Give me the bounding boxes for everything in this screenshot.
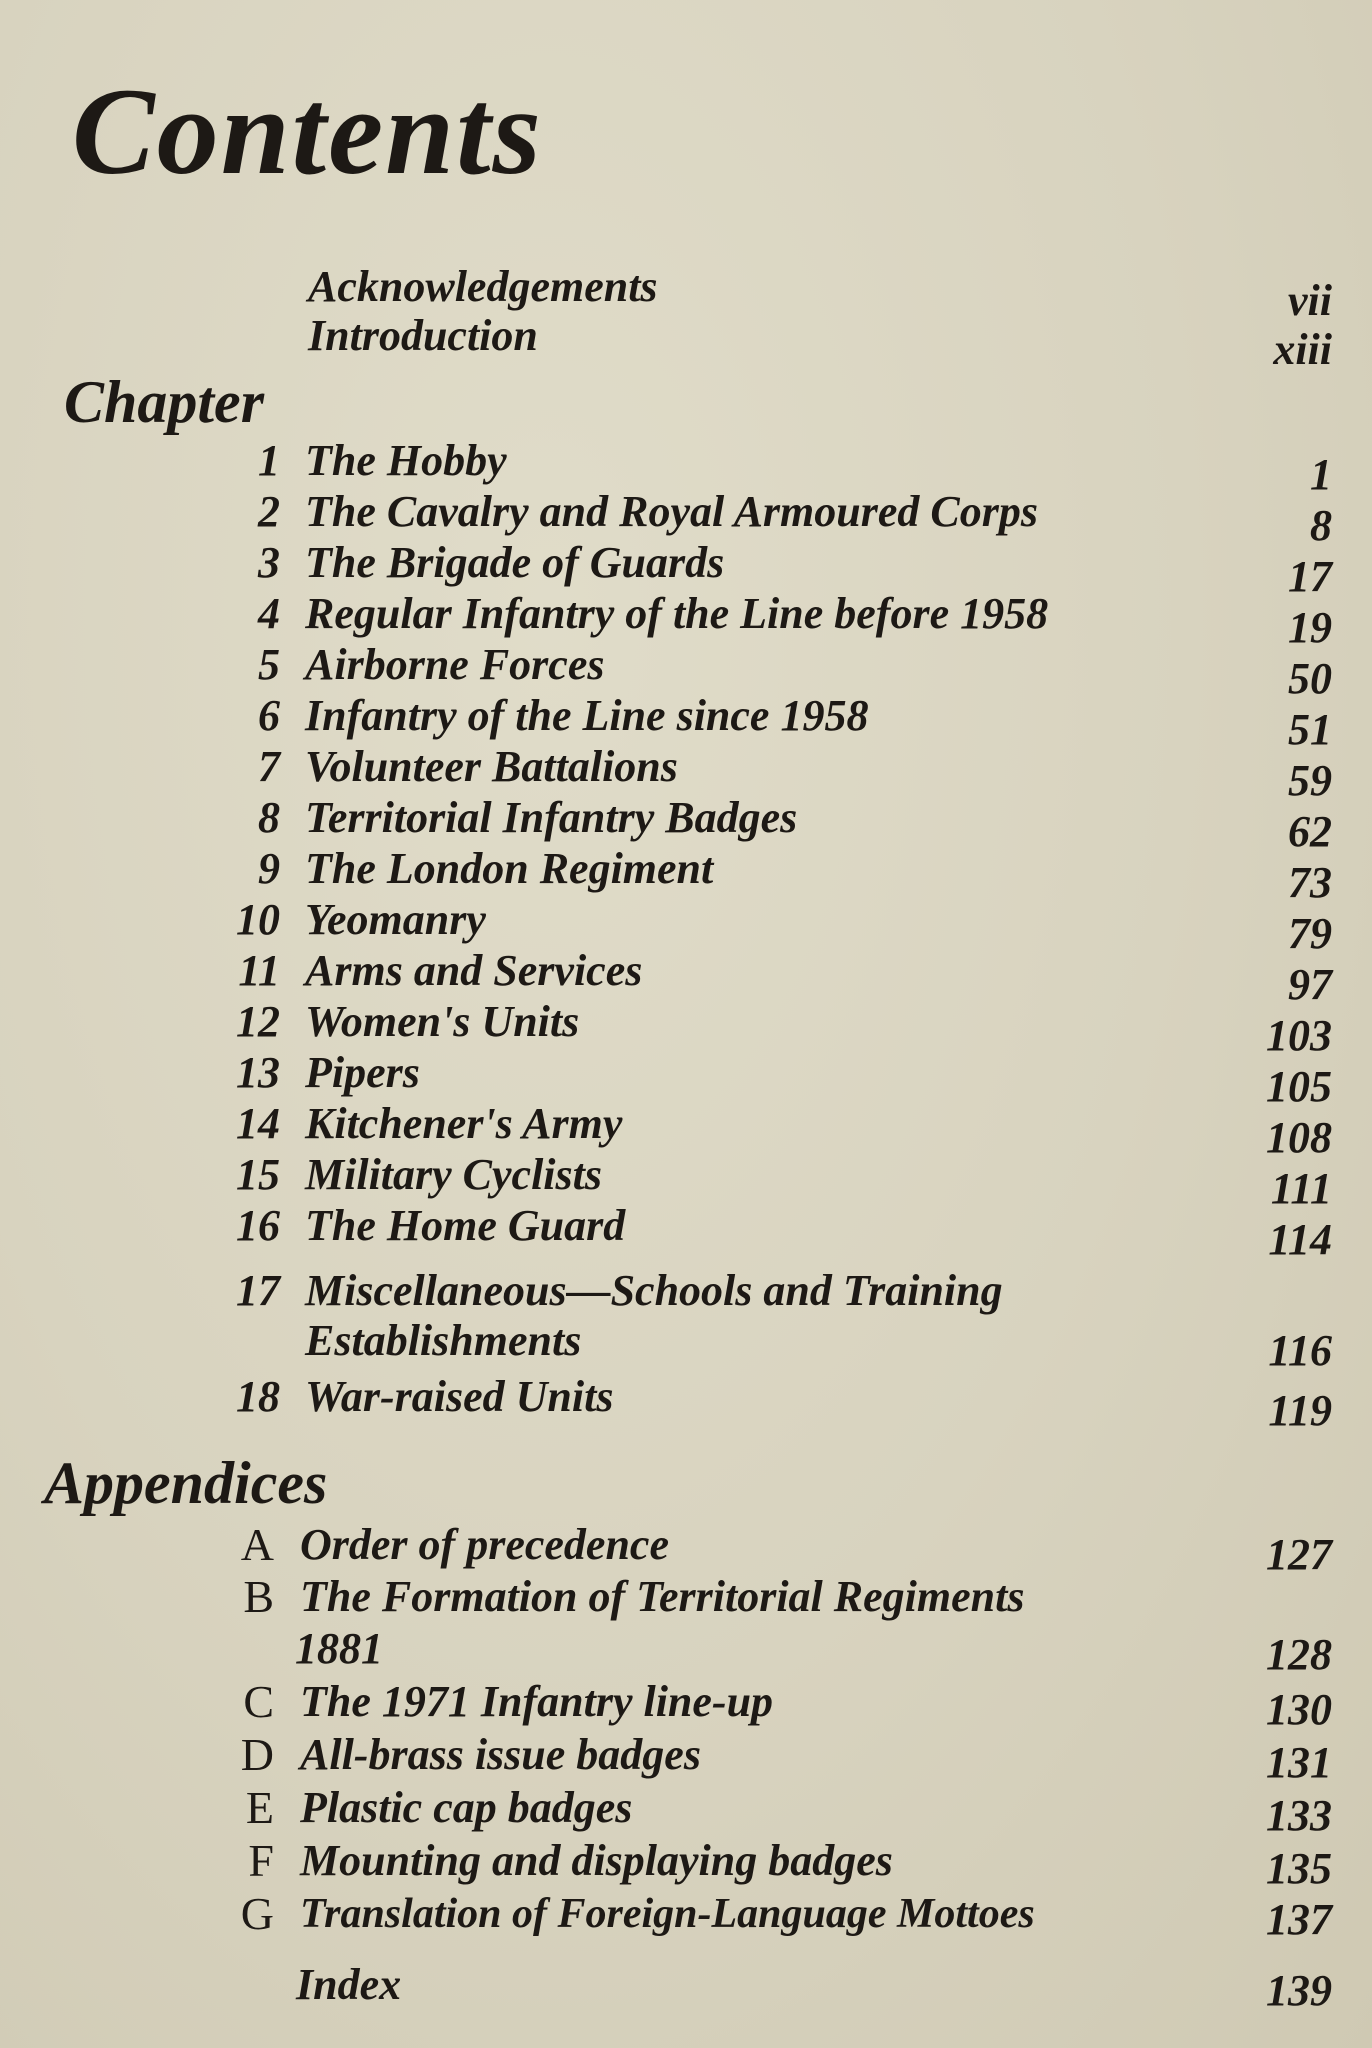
chapter-number: 10	[236, 895, 280, 944]
toc-entry-chapter-3[interactable]	[0, 538, 1372, 601]
toc-entry-appendix-e[interactable]	[0, 1782, 1372, 1840]
appendix-letter: F	[248, 1835, 274, 1886]
entry-title: Index	[296, 1960, 402, 2009]
entry-title: Order of precedence	[300, 1520, 669, 1569]
entry-title: Kitchener's Army	[305, 1099, 623, 1148]
entry-page: 103	[1266, 1011, 1332, 1060]
entry-page: 97	[1288, 960, 1332, 1009]
entry-page: xiii	[1273, 325, 1332, 374]
appendix-letter: B	[243, 1571, 274, 1622]
appendix-letter: A	[240, 1519, 274, 1570]
appendices-heading: Appendices	[44, 1450, 328, 1516]
toc-entry-acknowledgements[interactable]	[0, 262, 1372, 325]
entry-title: Miscellaneous—Schools and Training	[305, 1266, 1003, 1315]
appendix-letter: G	[240, 1888, 274, 1939]
toc-entry-chapter-17[interactable]	[0, 1266, 1372, 1316]
entry-title: The Cavalry and Royal Armoured Corps	[305, 487, 1038, 536]
entry-page: 111	[1270, 1164, 1332, 1213]
entry-title: Plastic cap badges	[300, 1783, 633, 1832]
toc-entry-chapter-1[interactable]	[0, 436, 1372, 499]
chapter-number: 17	[236, 1266, 280, 1315]
chapter-number: 12	[236, 997, 280, 1046]
toc-entry-appendix-c[interactable]	[0, 1676, 1372, 1734]
entry-page: 137	[1266, 1895, 1332, 1944]
chapter-number: 6	[258, 691, 280, 740]
entry-page: 131	[1266, 1738, 1332, 1787]
entry-title: Yeomanry	[305, 895, 486, 944]
entry-page: 108	[1266, 1113, 1332, 1162]
toc-entry-chapter-4[interactable]	[0, 589, 1372, 652]
chapter-number: 8	[258, 793, 280, 842]
appendix-letter: E	[245, 1782, 274, 1833]
entry-title: Military Cyclists	[305, 1150, 602, 1199]
entry-page: vii	[1288, 276, 1332, 325]
entry-page: 105	[1266, 1062, 1332, 1111]
entry-title: Infantry of the Line since 1958	[305, 691, 869, 740]
toc-entry-appendix-b-continued[interactable]	[0, 1624, 1372, 1679]
chapter-number: 4	[258, 589, 280, 638]
chapter-number: 3	[258, 538, 280, 587]
entry-title: Volunteer Battalions	[305, 742, 678, 791]
entry-page: 127	[1266, 1530, 1332, 1579]
toc-entry-chapter-9[interactable]	[0, 844, 1372, 907]
entry-title: Pipers	[305, 1048, 420, 1097]
entry-page: 116	[1268, 1326, 1332, 1375]
entry-page: 130	[1266, 1685, 1332, 1734]
toc-entry-chapter-6[interactable]	[0, 691, 1372, 754]
toc-entry-chapter-2[interactable]	[0, 487, 1372, 550]
chapter-number: 9	[258, 844, 280, 893]
toc-entry-appendix-d[interactable]	[0, 1729, 1372, 1787]
entry-title: The 1971 Infantry line-up	[300, 1677, 774, 1726]
appendix-letter: C	[243, 1676, 274, 1727]
appendix-letter: D	[240, 1729, 274, 1780]
toc-entry-appendix-b[interactable]	[0, 1572, 1372, 1622]
toc-entry-chapter-12[interactable]	[0, 997, 1372, 1060]
entry-title: Acknowledgements	[308, 262, 658, 311]
entry-title: Airborne Forces	[305, 640, 605, 689]
toc-entry-chapter-17-continued[interactable]	[0, 1316, 1372, 1375]
entry-title: Territorial Infantry Badges	[305, 793, 798, 842]
chapter-number: 2	[258, 487, 280, 536]
entry-title: Mounting and displaying badges	[300, 1836, 893, 1885]
chapter-number: 14	[236, 1099, 280, 1148]
entry-page: 135	[1266, 1844, 1332, 1893]
entry-page: 8	[1310, 501, 1332, 550]
entry-page: 19	[1288, 603, 1332, 652]
chapter-number: 7	[258, 742, 280, 791]
page-title: Contents	[72, 63, 543, 200]
toc-entry-chapter-18[interactable]	[0, 1372, 1372, 1435]
entry-title: The Formation of Territorial Regiments	[300, 1572, 1025, 1621]
toc-entry-chapter-8[interactable]	[0, 793, 1372, 856]
toc-entry-chapter-14[interactable]	[0, 1099, 1372, 1162]
entry-title: The Brigade of Guards	[305, 538, 725, 587]
toc-entry-chapter-10[interactable]	[0, 895, 1372, 958]
chapter-number: 16	[236, 1201, 280, 1250]
entry-page: 17	[1288, 552, 1332, 601]
toc-entry-chapter-7[interactable]	[0, 742, 1372, 805]
entry-page: 1	[1310, 450, 1332, 499]
entry-title: The Home Guard	[305, 1201, 626, 1250]
toc-entry-appendix-f[interactable]	[0, 1835, 1372, 1893]
chapter-number: 15	[236, 1150, 280, 1199]
toc-entry-introduction[interactable]	[0, 311, 1372, 374]
entry-page: 62	[1288, 807, 1332, 856]
toc-entry-chapter-13[interactable]	[0, 1048, 1372, 1111]
entry-title: Regular Infantry of the Line before 1958	[305, 589, 1049, 638]
toc-entry-chapter-11[interactable]	[0, 946, 1372, 1009]
chapter-number: 18	[236, 1372, 280, 1421]
chapter-number: 13	[236, 1048, 280, 1097]
chapter-heading: Chapter	[64, 369, 265, 435]
entry-title-line2: Establishments	[305, 1316, 582, 1365]
toc-entry-appendix-a[interactable]	[0, 1519, 1372, 1579]
toc-entry-index[interactable]	[0, 1960, 1372, 2015]
entry-page: 114	[1268, 1215, 1332, 1264]
entry-title: War-raised Units	[305, 1372, 614, 1421]
entry-page: 59	[1288, 756, 1332, 805]
entry-title: All-brass issue badges	[300, 1730, 701, 1779]
entry-title: The London Regiment	[305, 844, 714, 893]
toc-entry-appendix-g[interactable]	[0, 1888, 1372, 1944]
entry-page: 51	[1288, 705, 1332, 754]
entry-title: The Hobby	[305, 436, 507, 485]
entry-title: Women's Units	[305, 997, 580, 1046]
toc-entry-chapter-5[interactable]	[0, 640, 1372, 703]
chapter-number: 5	[258, 640, 280, 689]
entry-page: 128	[1266, 1630, 1332, 1679]
entry-page: 119	[1268, 1386, 1332, 1435]
chapter-number: 11	[238, 946, 280, 995]
toc-entry-chapter-15[interactable]	[0, 1150, 1372, 1213]
chapter-number: 1	[258, 436, 280, 485]
entry-title: Introduction	[308, 311, 538, 360]
entry-title: Translation of Foreign-Language Mottoes	[300, 1891, 1035, 1937]
entry-page: 133	[1266, 1791, 1332, 1840]
entry-page: 73	[1288, 858, 1332, 907]
entry-page: 139	[1266, 1966, 1332, 2015]
entry-page: 50	[1288, 654, 1332, 703]
entry-title-line2: 1881	[295, 1624, 383, 1673]
entry-title: Arms and Services	[305, 946, 643, 995]
entry-page: 79	[1288, 909, 1332, 958]
toc-entry-chapter-16[interactable]	[0, 1201, 1372, 1264]
